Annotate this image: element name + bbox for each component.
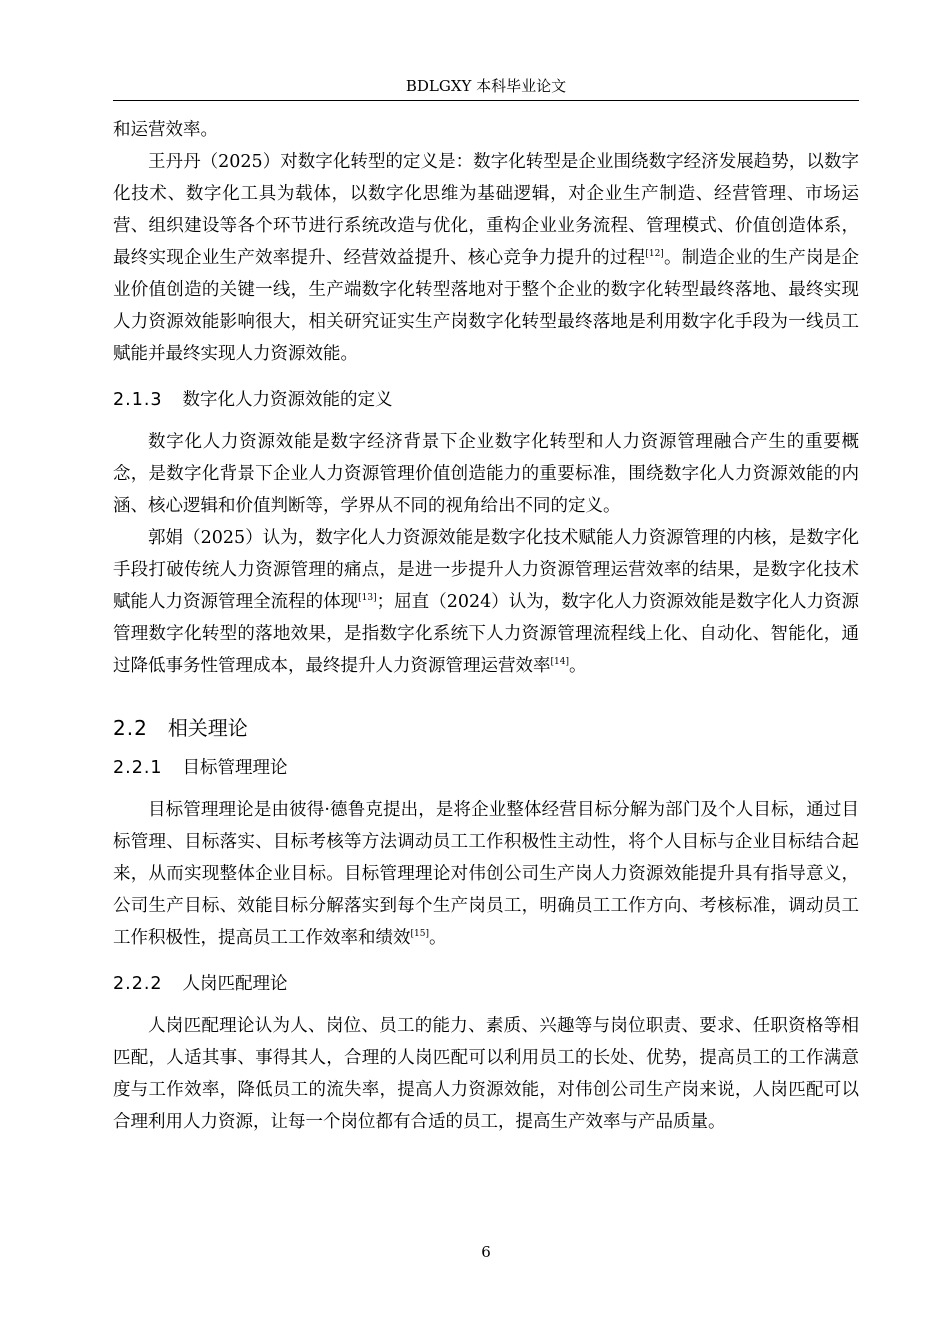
paragraph-text: 。: [428, 928, 447, 948]
paragraph-continuation: 和运营效率。: [113, 120, 218, 140]
paragraph-person-job-fit-theory: 人岗匹配理论认为人、岗位、员工的能力、素质、兴趣等与岗位职责、要求、任职资格等相匹配，人适其事、事得其人，合理的人岗匹配可以利用员工的长处、优势，提高员工的工作满意度与工作效率，降低员工的流失率，提高人力资源效能，对伟创公司生产岗来说，人岗匹配可以合理利用人力资源，让每一个岗位都有合适的员工，提高生产效率与产品质量。: [113, 1016, 859, 1132]
section-number: 2.2.2: [113, 974, 163, 994]
paragraph-hr-efficiency-views: [113, 522, 859, 682]
paragraph-text: 。: [568, 656, 587, 676]
paragraph-text: ；屈直（2024）认为，数字化人力资源效能是数字化人力资源管理数字化转型的落地效果，是指数字化系统下人力资源管理流程线上化、自动化、智能化，通过降低事务性管理成本，最终提升人力资源管理运营效率: [113, 592, 859, 676]
section-number: 2.1.3: [113, 390, 163, 410]
section-title: 相关理论: [167, 716, 248, 740]
section-heading-2-2-2: [113, 968, 859, 1000]
header-rule: [113, 100, 859, 101]
section-number: 2.2: [113, 716, 148, 740]
citation-ref: [15]: [410, 929, 429, 939]
citation-ref: [13]: [358, 593, 377, 603]
paragraph-text: 王丹丹（2025）对数字化转型的定义是：数字化转型是企业围绕数字经济发展趋势，以数字化技术、数字化工具为载体，以数字化思维为基础逻辑，对企业生产制造、经营管理、市场运营、组织建设等各个环节进行系统改造与优化，重构企业业务流程、管理模式、价值创造体系，最终实现企业生产效率提升、经营效益提升、核心竞争力提升的过程: [113, 152, 859, 268]
section-heading-2-1-3: [113, 384, 859, 416]
running-header: BDLGXY 本科毕业论文: [405, 77, 567, 95]
paragraph-text: 目标管理理论是由彼得·德鲁克提出，是将企业整体经营目标分解为部门及个人目标，通过目标管理、目标落实、目标考核等方法调动员工工作积极性主动性，将个人目标与企业目标结合起来，从而实现整体企业目标。目标管理理论对伟创公司生产岗人力资源效能提升具有指导意义，公司生产目标、效能目标分解落实到每个生产岗员工，明确员工工作方向、考核标准，调动员工工作积极性，提高员工工作效率和绩效: [113, 800, 859, 948]
paragraph-hr-efficiency-concept: 数字化人力资源效能是数字经济背景下企业数字化转型和人力资源管理融合产生的重要概念，是数字化背景下企业人力资源管理价值创造能力的重要标准，围绕数字化人力资源效能的内涵、核心逻辑和价值判断等，学界从不同的视角给出不同的定义。: [113, 432, 859, 516]
citation-ref: [12]: [645, 249, 664, 259]
citation-ref: [14]: [550, 657, 569, 667]
paragraph-digital-transformation-definition: [113, 146, 859, 370]
paragraph-mbo-theory: [113, 794, 859, 954]
section-title: 人岗匹配理论: [182, 974, 288, 994]
page-number: 6: [481, 1243, 491, 1261]
section-title: 数字化人力资源效能的定义: [182, 390, 393, 410]
section-title: 目标管理理论: [182, 758, 288, 778]
section-number: 2.2.1: [113, 758, 163, 778]
paragraph-text: 郭娟（2025）认为，数字化人力资源效能是数字化技术赋能人力资源管理的内核，是数字化手段打破传统人力资源管理的痛点，是进一步提升人力资源管理运营效率的结果，是数字化技术赋能人力资源管理全流程的体现: [113, 528, 859, 612]
section-heading-2-2-1: [113, 752, 859, 784]
paragraph-text: 。制造企业的生产岗是企业价值创造的关键一线，生产端数字化转型落地对于整个企业的数字化转型最终落地、最终实现人力资源效能影响很大，相关研究证实生产岗数字化转型最终落地是利用数字化手段为一线员工赋能并最终实现人力资源效能。: [113, 248, 859, 364]
section-heading-2-2: [113, 712, 859, 744]
page-body: [113, 114, 859, 1138]
